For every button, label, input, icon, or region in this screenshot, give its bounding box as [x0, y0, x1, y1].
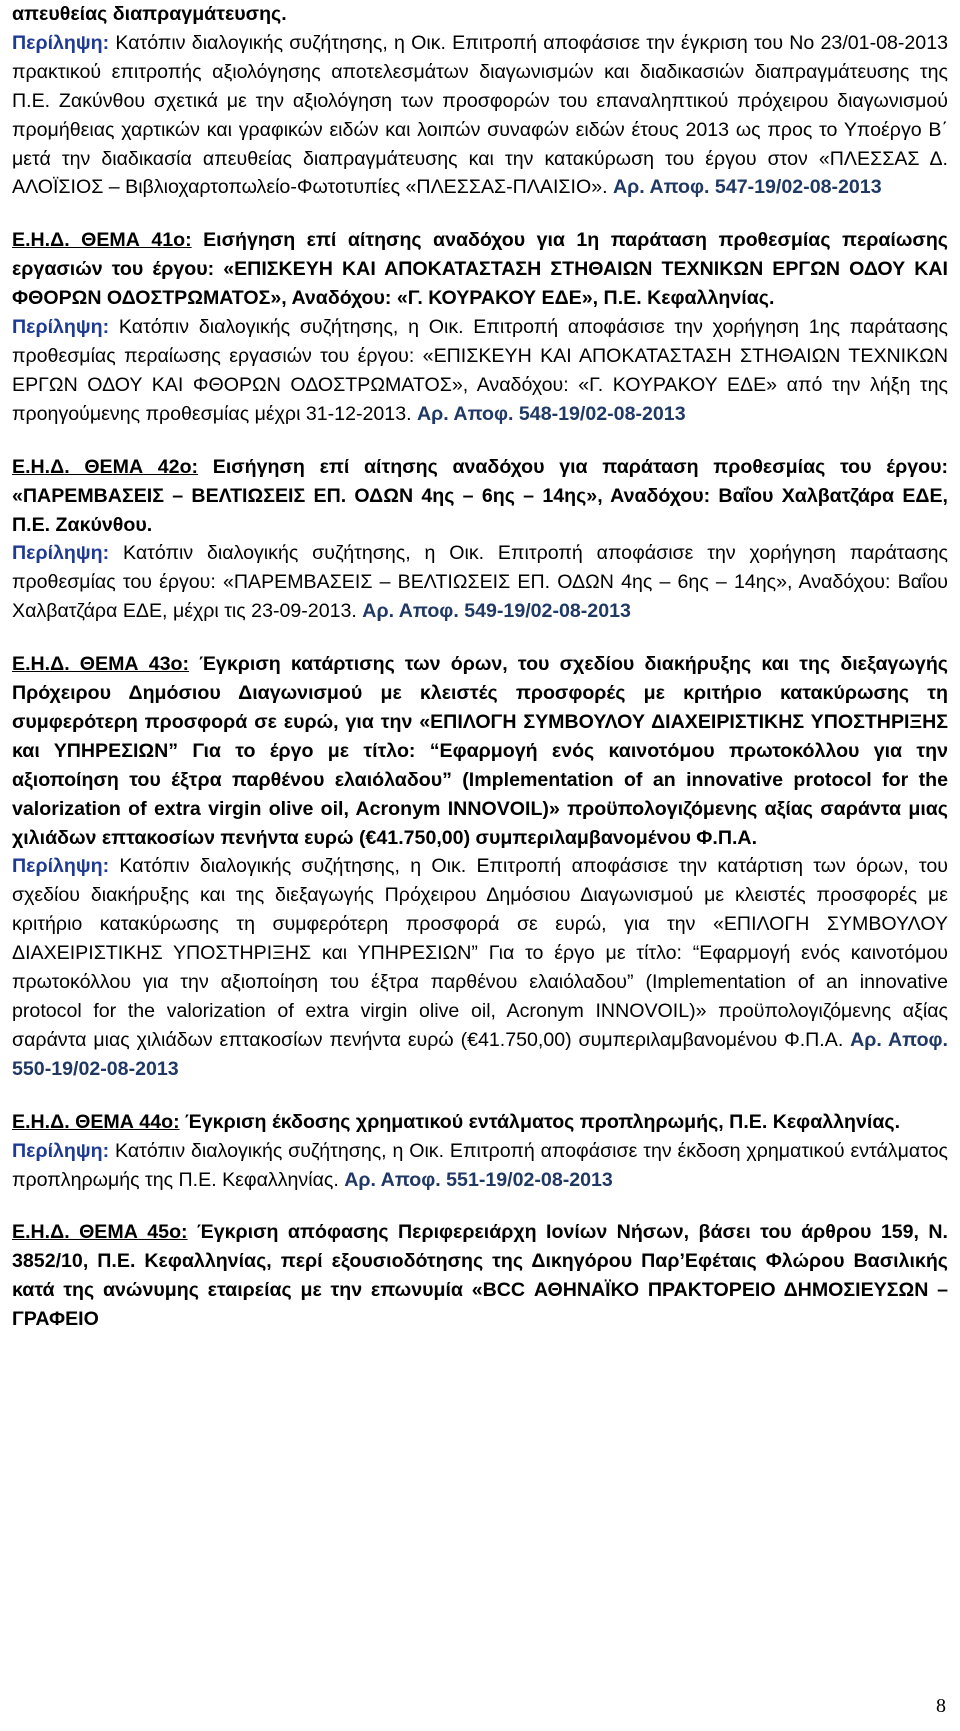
summary-label: Περίληψη:	[12, 316, 110, 339]
item-label: Ε.Η.Δ. ΘΕΜΑ 41ο:	[12, 229, 192, 252]
item-title: Έγκριση απόφασης Περιφερειάρχη Ιονίων Νήσων, βάσει του άρθρου 159, Ν. 3852/10, Π.Ε. Κεφαλληνίας, περί εξουσιοδότησης της Δικηγόρου Παρ’Εφέταις Φλώρου Βασιλικής κατά της ανώνυμης εταιρείας με την επωνυμία «BCC ΑΘΗΝΑΪΚΟ ΠΡΑΚΤΟΡΕΙΟ ΔΗΜΟΣΙΕΥΣΩΝ – ΓΡΑΦΕΙΟ	[12, 1221, 948, 1331]
summary-text: Κατόπιν διαλογικής συζήτησης, η Οικ. Επιτροπή αποφάσισε την χορήγηση 1ης παράτασης προθεσμίας περαίωσης εργασιών του έργου: «ΕΠΙΣΚΕΥΗ ΚΑΙ ΑΠΟΚΑΤΑΣΤΑΣΗ ΣΤΗΘΑΙΩΝ ΤΕΧΝΙΚΩΝ ΕΡΓΩΝ ΟΔΟΥ ΚΑΙ ΦΘΟΡΩΝ ΟΔΟΣΤΡΩΜΑΤΟΣ», Αναδόχου: «Γ. ΚΟΥΡΑΚΟΥ ΕΔΕ» από την λήξη της προηγούμενης προθεσμίας μέχρι 31-12-2013.	[12, 316, 948, 425]
item-title: Έγκριση έκδοσης χρηματικού εντάλματος προπληρωμής, Π.Ε. Κεφαλληνίας.	[185, 1110, 901, 1133]
item-label: Ε.Η.Δ. ΘΕΜΑ 42ο:	[12, 455, 199, 478]
item-heading	[12, 650, 948, 852]
summary-label: Περίληψη:	[12, 542, 110, 565]
summary-label: Περίληψη:	[12, 855, 110, 878]
item-summary	[12, 313, 948, 429]
item-heading	[12, 1218, 948, 1334]
item-title: Εισήγηση επί αίτησης αναδόχου για 1η παράταση προθεσμίας περαίωσης εργασιών του έργου: «ΕΠΙΣΚΕΥΗ ΚΑΙ ΑΠΟΚΑΤΑΣΤΑΣΗ ΣΤΗΘΑΙΩΝ ΤΕΧΝΙΚΩΝ ΕΡΓΩΝ ΟΔΟΥ ΚΑΙ ΦΘΟΡΩΝ ΟΔΟΣΤΡΩΜΑΤΟΣ», Αναδόχου: «Γ. ΚΟΥΡΑΚΟΥ ΕΔΕ», Π.Ε. Κεφαλληνίας.	[12, 229, 948, 310]
summary-text: Κατόπιν διαλογικής συζήτησης, η Οικ. Επιτροπή αποφάσισε την έκδοση χρηματικού εντάλματος προπληρωμής της Π.Ε. Κεφαλληνίας.	[12, 1139, 948, 1191]
decision-number: Αρ. Αποφ. 550-19/02-08-2013	[12, 1028, 948, 1080]
summary-label: Περίληψη:	[12, 31, 110, 54]
intro-heading-tail: απευθείας διαπραγμάτευσης.	[12, 3, 287, 25]
item-label: Ε.Η.Δ. ΘΕΜΑ 43ο:	[12, 653, 190, 676]
item-label: Ε.Η.Δ. ΘΕΜΑ 45ο:	[12, 1221, 188, 1244]
decision-number: Αρ. Αποφ. 548-19/02-08-2013	[417, 402, 686, 425]
item-summary	[12, 539, 948, 626]
summary-label: Περίληψη:	[12, 1139, 110, 1162]
agenda-item-44	[12, 1108, 948, 1195]
intro-summary	[12, 29, 948, 202]
item-title: Έγκριση κατάρτισης των όρων, του σχεδίου διακήρυξης και της διεξαγωγής Πρόχειρου Δημόσιου Διαγωνισμού με κλειστές προσφορές με κριτήριο κατακύρωσης τη συμφερότερη προσφορά σε ευρώ, για την «ΕΠΙΛΟΓΗ ΣΥΜΒΟΥΛΟΥ ΔΙΑΧΕΙΡΙΣΤΙΚΗΣ ΥΠΟΣΤΗΡΙΞΗΣ και ΥΠΗΡΕΣΙΩΝ” Για το έργο με τίτλο: “Εφαρμογή ενός καινοτόμου πρωτοκόλλου για την αξιοποίηση του έξτρα παρθένου ελαιόλαδου” (Implementation of an innovative protocol for the valorization of extra virgin olive oil, Acronym INNOVOIL)» προϋπολογιζόμενης αξίας σαράντα μιας χιλιάδων επτακοσίων πενήντα ευρώ (€41.750,00) συμπεριλαμβανομένου Φ.Π.Α.	[12, 653, 948, 849]
item-summary	[12, 1137, 948, 1195]
agenda-item-41	[12, 226, 948, 428]
decision-number: Αρ. Αποφ. 551-19/02-08-2013	[344, 1168, 613, 1191]
agenda-item-45	[12, 1218, 948, 1334]
summary-text: Κατόπιν διαλογικής συζήτησης, η Οικ. Επιτροπή αποφάσισε την έγκριση του Νο 23/01-08-2013 πρακτικού επιτροπής αξιολόγησης αποτελεσμάτων διαγωνισμών και διαδικασιών διαπραγμάτευσης της Π.Ε. Ζακύνθου σχετικά με την αξιολόγηση των προσφορών του επαναληπτικού πρόχειρου διαγωνισμού προμήθειας χαρτικών και γραφικών ειδών και λοιπών συναφών ειδών έτους 2013 ως προς το Υποέργο Β΄ μετά την διαδικασία απευθείας διαπραγμάτευσης και την κατακύρωση του έργου στον «ΠΛΕΣΣΑΣ Δ. ΑΛΟΪΣΙΟΣ – Βιβλιοχαρτοπωλείο-Φωτοτυπίες «ΠΛΕΣΣΑΣ-ΠΛΑΙΣΙΟ».	[12, 31, 949, 199]
item-title: Εισήγηση επί αίτησης αναδόχου για παράταση προθεσμίας του έργου: «ΠΑΡΕΜΒΑΣΕΙΣ – ΒΕΛΤΙΩΣΕΙΣ ΕΠ. ΟΔΩΝ 4ης – 6ης – 14ης», Αναδόχου: Βαΐου Χαλβατζάρα ΕΔΕ, Π.Ε. Ζακύνθου.	[12, 455, 948, 536]
summary-text: Κατόπιν διαλογικής συζήτησης, η Οικ. Επιτροπή αποφάσισε την κατάρτιση των όρων, του σχεδίου διακήρυξης και της διεξαγωγής Πρόχειρου Δημόσιου Διαγωνισμού με κλειστές προσφορές με κριτήριο κατακύρωσης τη συμφερότερη προσφορά σε ευρώ, για την «ΕΠΙΛΟΓΗ ΣΥΜΒΟΥΛΟΥ ΔΙΑΧΕΙΡΙΣΤΙΚΗΣ ΥΠΟΣΤΗΡΙΞΗΣ και ΥΠΗΡΕΣΙΩΝ” Για το έργο με τίτλο: “Εφαρμογή ενός καινοτόμου πρωτοκόλλου για την αξιοποίηση του έξτρα παρθένου ελαιόλαδου” (Implementation of an innovative protocol for the valorization of extra virgin olive oil, Acronym INNOVOIL)» προϋπολογιζόμενης αξίας σαράντα μιας χιλιάδων επτακοσίων πενήντα ευρώ (€41.750,00) συμπεριλαμβανομένου Φ.Π.Α.	[12, 855, 948, 1051]
item-heading	[12, 226, 948, 313]
minutes-text	[12, 0, 948, 1334]
decision-number: Αρ. Αποφ. 549-19/02-08-2013	[362, 600, 631, 623]
item-heading	[12, 453, 948, 540]
summary-text: Κατόπιν διαλογικής συζήτησης, η Οικ. Επιτροπή αποφάσισε την χορήγηση παράτασης προθεσμίας του έργου: «ΠΑΡΕΜΒΑΣΕΙΣ – ΒΕΛΤΙΩΣΕΙΣ ΕΠ. ΟΔΩΝ 4ης – 6ης – 14ης», Αναδόχου: Βαΐου Χαλβατζάρα ΕΔΕ, μέχρι τις 23-09-2013.	[12, 542, 949, 623]
item-summary	[12, 852, 948, 1083]
agenda-item-42	[12, 453, 948, 626]
page-number: 8	[936, 1695, 946, 1717]
item-heading	[12, 1108, 948, 1137]
item-label: Ε.Η.Δ. ΘΕΜΑ 44ο:	[12, 1110, 180, 1133]
decision-number: Αρ. Αποφ. 547-19/02-08-2013	[613, 176, 882, 199]
agenda-item-43	[12, 650, 948, 1084]
